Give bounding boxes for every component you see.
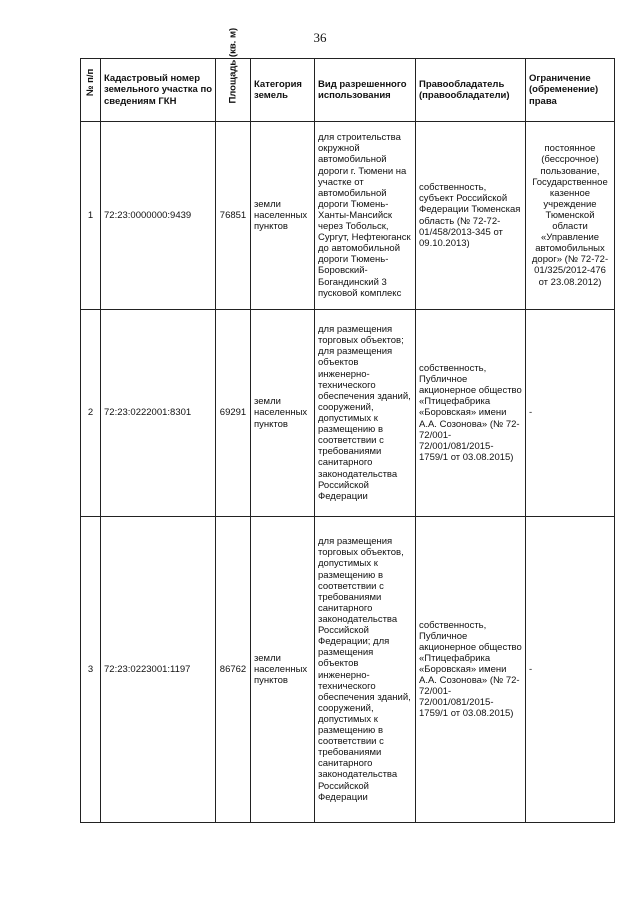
- header-num-label: № п/п: [84, 69, 96, 97]
- cell-owner: собственность, Публичное акционерное общество «Птицефабрика «Боровская» имени А.А. Созонова» (№ 72-72/001-72/001/081/2015-1759/1 от 03.08.2015): [416, 310, 526, 517]
- cell-area: 69291: [216, 310, 251, 517]
- header-category: Категория земель: [251, 59, 315, 122]
- cell-cadastral: 72:23:0223001:1197: [101, 517, 216, 823]
- cell-num: 3: [81, 517, 101, 823]
- cell-area: 86762: [216, 517, 251, 823]
- page-number: 36: [313, 30, 327, 45]
- cell-use: для строительства окружной автомобильной дороги г. Тюмени на участке от автомобильной дороги Тюмень-Ханты-Мансийск через Тобольск, Сургут, Нефтеюганск до автомобильной дороги Тюмень-Боровский-Богандинский 3 пусковой комплекс: [315, 122, 416, 310]
- cell-owner: собственность, субъект Российской Федерации Тюменская область (№ 72-72-01/458/2013-345 от 09.10.2013): [416, 122, 526, 310]
- table-row: [81, 122, 615, 310]
- table-header-row: [81, 59, 615, 122]
- cell-cadastral: 72:23:0000000:9439: [101, 122, 216, 310]
- table-row: [81, 310, 615, 517]
- cell-area: 76851: [216, 122, 251, 310]
- header-area-label: Площадь (кв. м): [227, 28, 239, 104]
- cell-num: 2: [81, 310, 101, 517]
- header-owner: Правообладатель (правообладатели): [416, 59, 526, 122]
- cell-owner: собственность, Публичное акционерное общество «Птицефабрика «Боровская» имени А.А. Созонова» (№ 72-72/001-72/001/081/2015-1759/1 от 03.08.2015): [416, 517, 526, 823]
- header-num: [81, 59, 101, 122]
- header-restriction: Ограничение (обременение) права: [526, 59, 615, 122]
- cell-restriction: -: [526, 310, 615, 517]
- cell-category: земли населенных пунктов: [251, 517, 315, 823]
- cell-restriction: -: [526, 517, 615, 823]
- cell-restriction: постоянное (бессрочное) пользование, Государственное казенное учреждение Тюменской области «Управление автомобильных дорог» (№ 72-72-01/325/2012-476 от 23.08.2012): [526, 122, 615, 310]
- table-row: [81, 517, 615, 823]
- cell-category: земли населенных пунктов: [251, 122, 315, 310]
- cell-num: 1: [81, 122, 101, 310]
- cell-use: для размещения торговых объектов; для размещения объектов инженерно-технического обеспечения зданий, сооружений, допустимых к размещению в соответствии с требованиями санитарного законодательства Российской Федерации: [315, 310, 416, 517]
- cell-category: земли населенных пунктов: [251, 310, 315, 517]
- cell-use: для размещения торговых объектов, допустимых к размещению в соответствии с требованиями санитарного законодательства Российской Федерации; для размещения объектов инженерно-технического обеспечения зданий, сооружений, допустимых к размещению в соответствии с требованиями санитарного законодательства Российской Федерации: [315, 517, 416, 823]
- header-use: Вид разрешенного использования: [315, 59, 416, 122]
- header-cadastral: Кадастровый номер земельного участка по сведениям ГКН: [101, 59, 216, 122]
- header-area: [216, 28, 251, 122]
- cell-cadastral: 72:23:0222001:8301: [101, 310, 216, 517]
